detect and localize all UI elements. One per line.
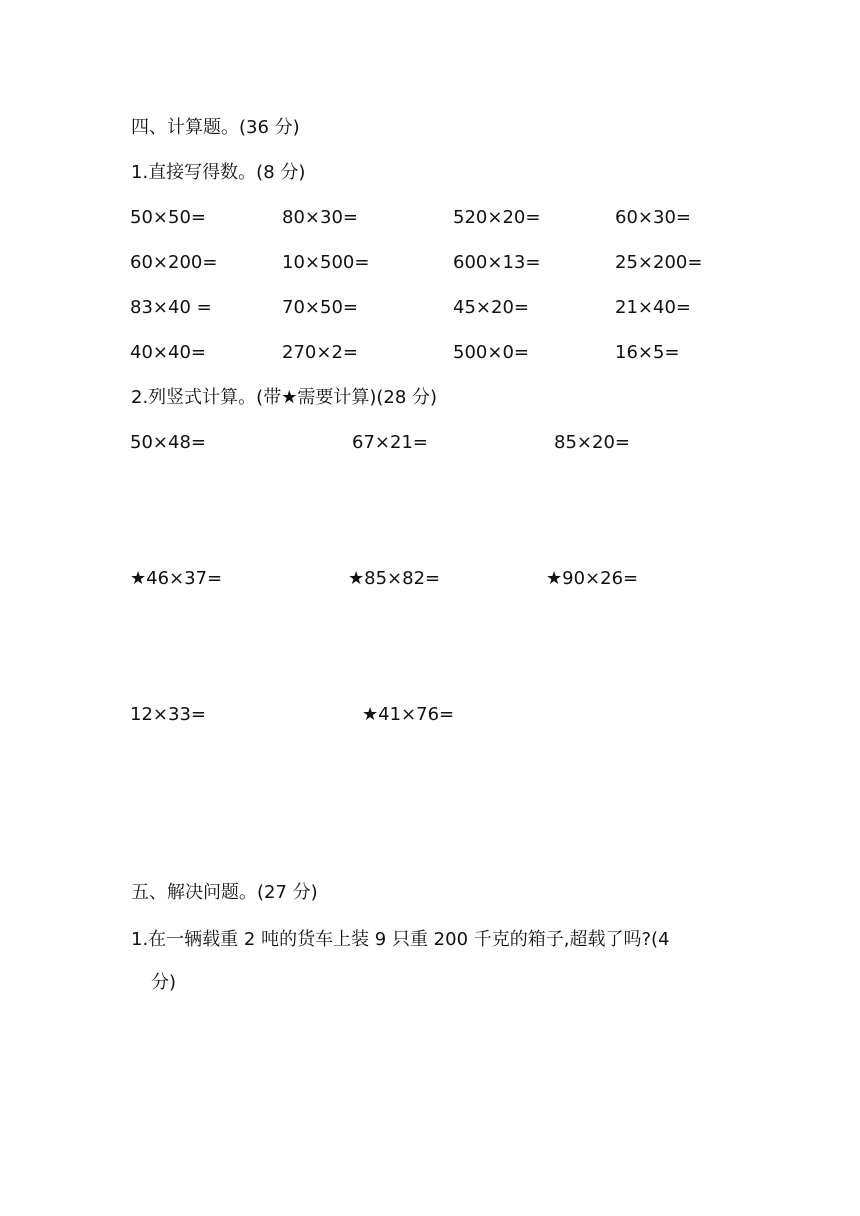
q2-item: 85×20= <box>554 432 630 453</box>
q2-item: ★90×26= <box>546 568 639 589</box>
problem-1-line-1: 1.在一辆载重 2 吨的货车上装 9 只重 200 千克的箱子,超载了吗?(4 <box>131 929 670 950</box>
q1-item: 60×30= <box>615 207 691 228</box>
q2-item: ★41×76= <box>362 704 455 725</box>
q1-item: 10×500= <box>282 252 370 273</box>
q1-item: 40×40= <box>130 342 206 363</box>
q1-item: 45×20= <box>453 297 529 318</box>
q2-item: 12×33= <box>130 704 206 725</box>
q1-item: 50×50= <box>130 207 206 228</box>
q1-item: 60×200= <box>130 252 218 273</box>
section-5-title: 五、解决问题。(27 分) <box>131 882 318 903</box>
q1-item: 500×0= <box>453 342 529 363</box>
question-2-title: 2.列竖式计算。(带★需要计算)(28 分) <box>131 387 438 408</box>
problem-1-line-2: 分) <box>151 972 177 993</box>
q1-item: 21×40= <box>615 297 691 318</box>
section-4-title: 四、计算题。(36 分) <box>131 117 300 138</box>
q2-item: 50×48= <box>130 432 206 453</box>
q1-item: 80×30= <box>282 207 358 228</box>
q1-item: 270×2= <box>282 342 358 363</box>
q2-item: 67×21= <box>352 432 428 453</box>
q1-item: 70×50= <box>282 297 358 318</box>
q1-item: 83×40 = <box>130 297 212 318</box>
q1-item: 600×13= <box>453 252 541 273</box>
q2-item: ★85×82= <box>348 568 441 589</box>
q2-item: ★46×37= <box>130 568 223 589</box>
q1-item: 25×200= <box>615 252 703 273</box>
q1-item: 520×20= <box>453 207 541 228</box>
question-1-title: 1.直接写得数。(8 分) <box>131 162 306 183</box>
q1-item: 16×5= <box>615 342 680 363</box>
